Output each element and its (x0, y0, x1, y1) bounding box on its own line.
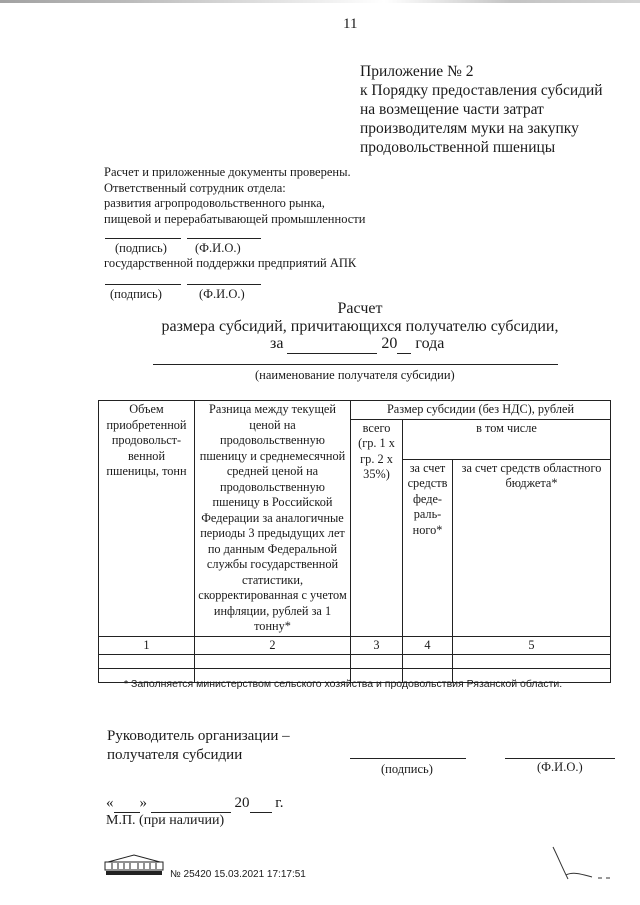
signature-caption: (подпись) (115, 241, 167, 255)
building-stamp-icon (104, 852, 164, 876)
fio-caption: (Ф.И.О.) (195, 241, 241, 255)
verification-line: развития агропродовольственного рынка, (104, 196, 325, 210)
month-blank (151, 795, 231, 813)
handwritten-signature-icon (548, 845, 618, 885)
appendix-block (360, 62, 630, 157)
calc-title: Расчет (337, 300, 383, 317)
calc-subtitle: размера субсидий, причитающихся получателю субсидии, (161, 318, 559, 335)
period-year-blank (397, 335, 411, 354)
head-line: получателя субсидии (107, 747, 243, 763)
department-line: государственной поддержки предприятий АПК (104, 256, 357, 270)
appendix-title: Приложение № 2 (360, 63, 474, 80)
header-including: в том числе (403, 419, 611, 459)
verification-line: Расчет и приложенные документы проверены. (104, 165, 351, 179)
header-volume: Объем приобретенной продовольст-венной пшеницы, тонн (99, 401, 195, 637)
table-cell[interactable] (351, 655, 403, 669)
column-number-row (99, 636, 611, 655)
appendix-line: на возмещение части затрат (360, 101, 544, 118)
signature-line (105, 284, 181, 285)
verification-line: Ответственный сотрудник отдела: (104, 180, 286, 195)
header-price-difference: Разница между текущей ценой на продовольственную пшеницу и среднемесячной средней ценой на продовольственную пшеницу в Российской Федерации за аналогичные периоды 3 предыдущих лет по данным Федеральной службы государственной статистики, скорректированная с учетом инфляции, рублей за 1 тонну* (195, 401, 351, 637)
period-blank (287, 335, 377, 354)
column-number: 3 (351, 636, 403, 655)
verification-line: пищевой и перерабатывающей промышленности (104, 211, 366, 226)
appendix-line: производителям муки на закупку (360, 120, 579, 137)
fio-caption: (Ф.И.О.) (199, 287, 245, 301)
period-year-suffix: года (415, 335, 445, 352)
appendix-line: к Порядку предоставления субсидий (360, 82, 603, 99)
head-block (107, 727, 290, 765)
signature-caption: (подпись) (110, 287, 162, 301)
head-line: Руководитель организации – (107, 728, 290, 744)
date-close-quote: » (139, 795, 147, 811)
period-za: за (270, 335, 284, 352)
column-number: 2 (195, 636, 351, 655)
column-number: 1 (99, 636, 195, 655)
head-fio-line (505, 758, 615, 759)
scan-edge (0, 0, 640, 3)
head-signature-line (350, 758, 466, 759)
date-line (106, 795, 283, 813)
header-federal: за счет средств феде-раль-ного* (403, 459, 453, 636)
subsidy-table (98, 400, 611, 683)
table-row (99, 655, 611, 669)
fio-line (187, 238, 261, 239)
seal-note: М.П. (при наличии) (106, 813, 225, 828)
head-fio-caption: (Ф.И.О.) (537, 760, 583, 774)
header-regional: за счет средств областного бюджета* (453, 459, 611, 636)
page-number: 11 (343, 16, 358, 32)
header-total: всего (гр. 1 х гр. 2 х 35%) (351, 419, 403, 636)
head-signature-caption: (подпись) (381, 762, 433, 776)
table-cell[interactable] (453, 655, 611, 669)
table-cell[interactable] (99, 655, 195, 669)
column-number: 4 (403, 636, 453, 655)
recipient-caption: (наименование получателя субсидии) (255, 368, 455, 382)
calc-period (270, 335, 444, 354)
verification-block (104, 165, 404, 227)
column-number: 5 (453, 636, 611, 655)
header-subsidy-group: Размер субсидии (без НДС), рублей (351, 401, 611, 420)
date-year-prefix: 20 (234, 795, 250, 811)
table-cell[interactable] (403, 655, 453, 669)
recipient-line (153, 364, 558, 365)
year-blank (250, 795, 272, 813)
footnote: * Заполняется министерством сельского хозяйства и продовольствия Рязанской области. (124, 678, 563, 690)
date-open-quote: « (106, 795, 114, 811)
day-blank (114, 795, 140, 813)
signature-line (105, 238, 181, 239)
appendix-line: продовольственной пшеницы (360, 139, 556, 156)
fio-line (187, 284, 261, 285)
date-year-suffix: г. (275, 795, 284, 811)
document-registration-stamp: № 25420 15.03.2021 17:17:51 (170, 869, 306, 880)
period-year-prefix: 20 (381, 335, 398, 352)
table-cell[interactable] (195, 655, 351, 669)
